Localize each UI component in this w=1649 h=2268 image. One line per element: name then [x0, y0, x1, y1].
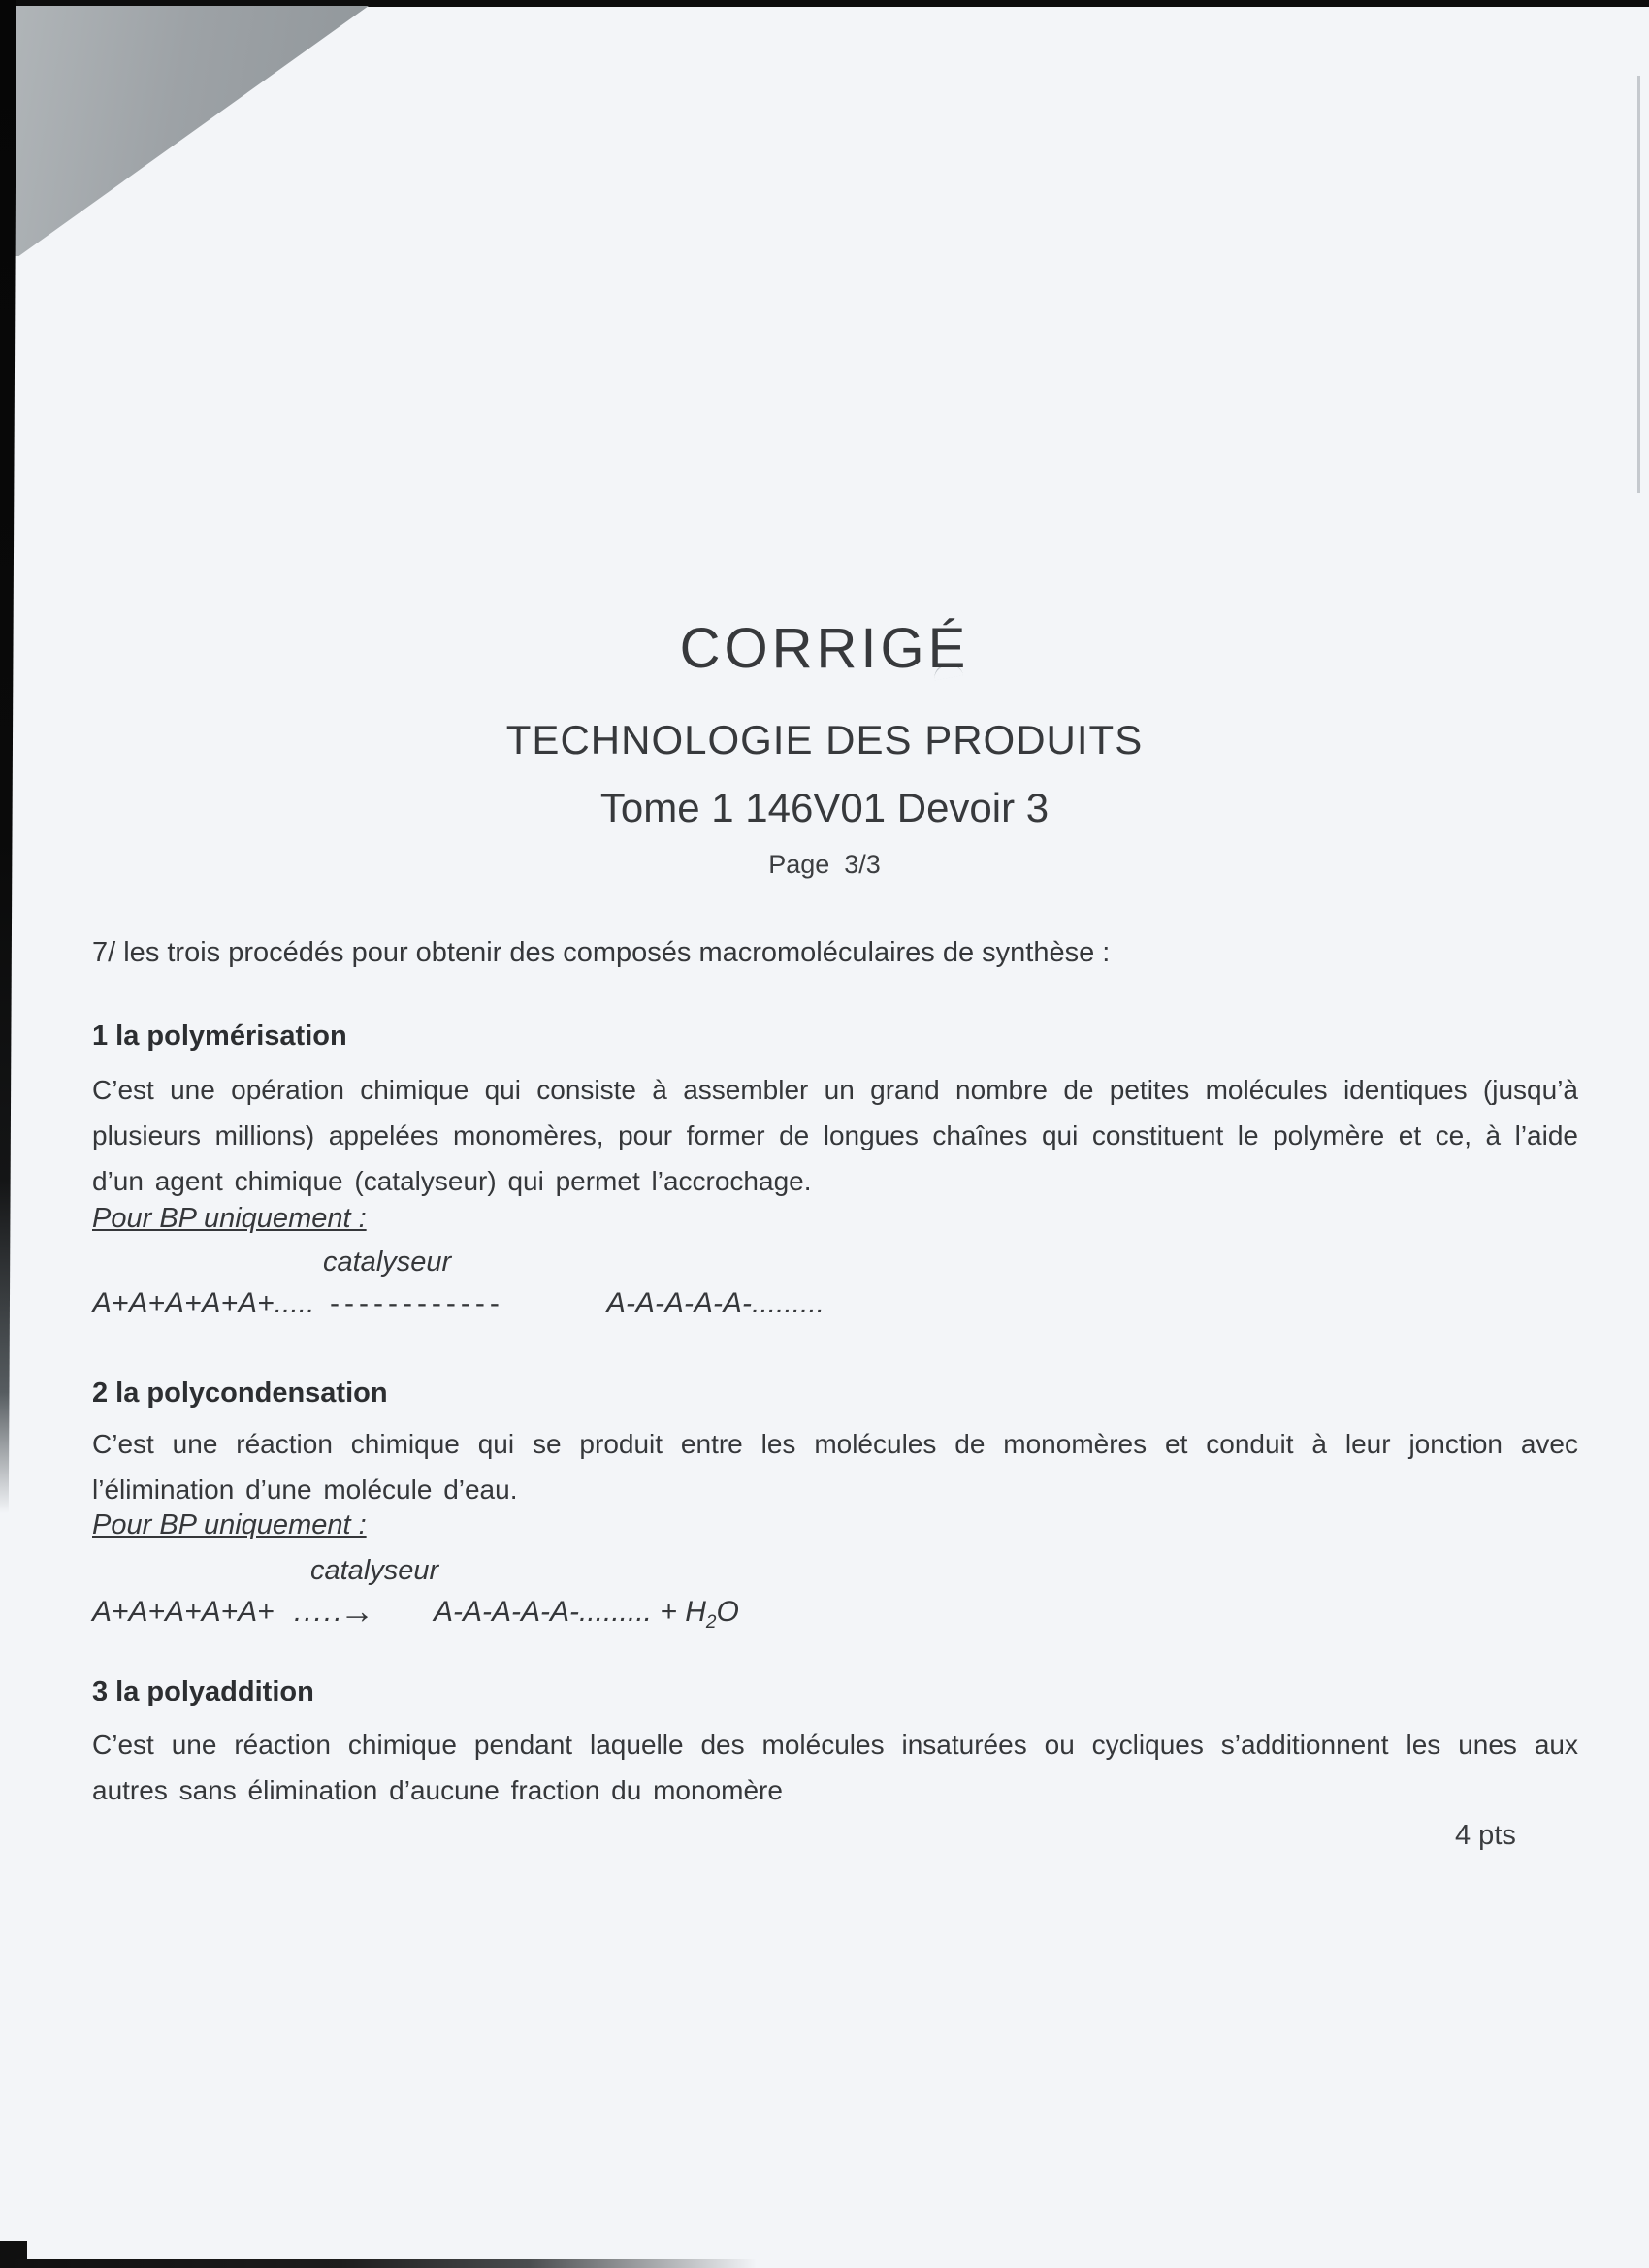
section-1-formula — [92, 1287, 1159, 1330]
question-7-text: 7/ les trois procédés pour obtenir des composés macromoléculaires de synthèse : — [92, 937, 1111, 968]
scan-corner-fold — [14, 6, 369, 256]
formula-1-polymer: A-A-A-A-A-......... — [606, 1287, 825, 1319]
section-3-body: C’est une réaction chimique pendant laquelle des molécules insaturées ou cycliques s’additionnent les unes aux autres sans élimination d’aucune fraction du monomère — [92, 1730, 1578, 1805]
section-2-body: C’est une réaction chimique qui se produit entre les molécules de monomères et conduit à leur jonction avec l’élimination d’une molécule d’eau. — [92, 1429, 1578, 1505]
page-number-label: Page 3/3 — [768, 850, 881, 879]
scan-top-edge — [0, 0, 1649, 7]
document-title: CORRIGÉ — [679, 617, 970, 680]
formula-2-water-suffix: O — [716, 1596, 739, 1628]
formula-2-water-subscript: 2 — [705, 1612, 717, 1633]
scan-bottom-edge — [0, 2259, 757, 2268]
section-1-bp-note: Pour BP uniquement : — [92, 1203, 367, 1234]
document-subject: TECHNOLOGIE DES PRODUITS — [505, 717, 1144, 762]
formula-2-polymer-and-water — [434, 1596, 739, 1634]
points-label: 4 pts — [1455, 1820, 1516, 1851]
section-3-heading: 3 la polyaddition — [92, 1676, 314, 1707]
section-2-formula — [92, 1591, 1159, 1638]
document-volume-line: Tome 1 146V01 Devoir 3 — [599, 785, 1050, 830]
section-2-catalyst-label: catalyseur — [310, 1555, 439, 1586]
section-1-heading: 1 la polymérisation — [92, 1021, 347, 1052]
formula-2-polymer: A-A-A-A-A-......... — [434, 1596, 653, 1628]
scan-right-edge-line — [1637, 76, 1640, 493]
formula-1-monomers: A+A+A+A+A+..... — [92, 1287, 315, 1319]
section-1-body: C’est une opération chimique qui consiste à assembler un grand nombre de petites molécules identiques (jusqu’à plusieurs millions) appelées monomères, pour former de longues chaînes qui constituent le polymère et ce, à l’aide d’un agent chimique (catalyseur) qui permet l’accrochage. — [92, 1075, 1578, 1196]
formula-2-dots: ..... — [294, 1596, 344, 1628]
formula-2-arrow-icon: → — [340, 1591, 374, 1631]
formula-2-monomers: A+A+A+A+A+ — [92, 1596, 275, 1628]
section-2-bp-note: Pour BP uniquement : — [92, 1509, 367, 1540]
section-2-heading: 2 la polycondensation — [92, 1377, 388, 1409]
formula-2-water-prefix: + H — [652, 1596, 706, 1628]
section-1-catalyst-label: catalyseur — [323, 1247, 452, 1278]
formula-1-dashes: ------------ — [330, 1287, 504, 1319]
